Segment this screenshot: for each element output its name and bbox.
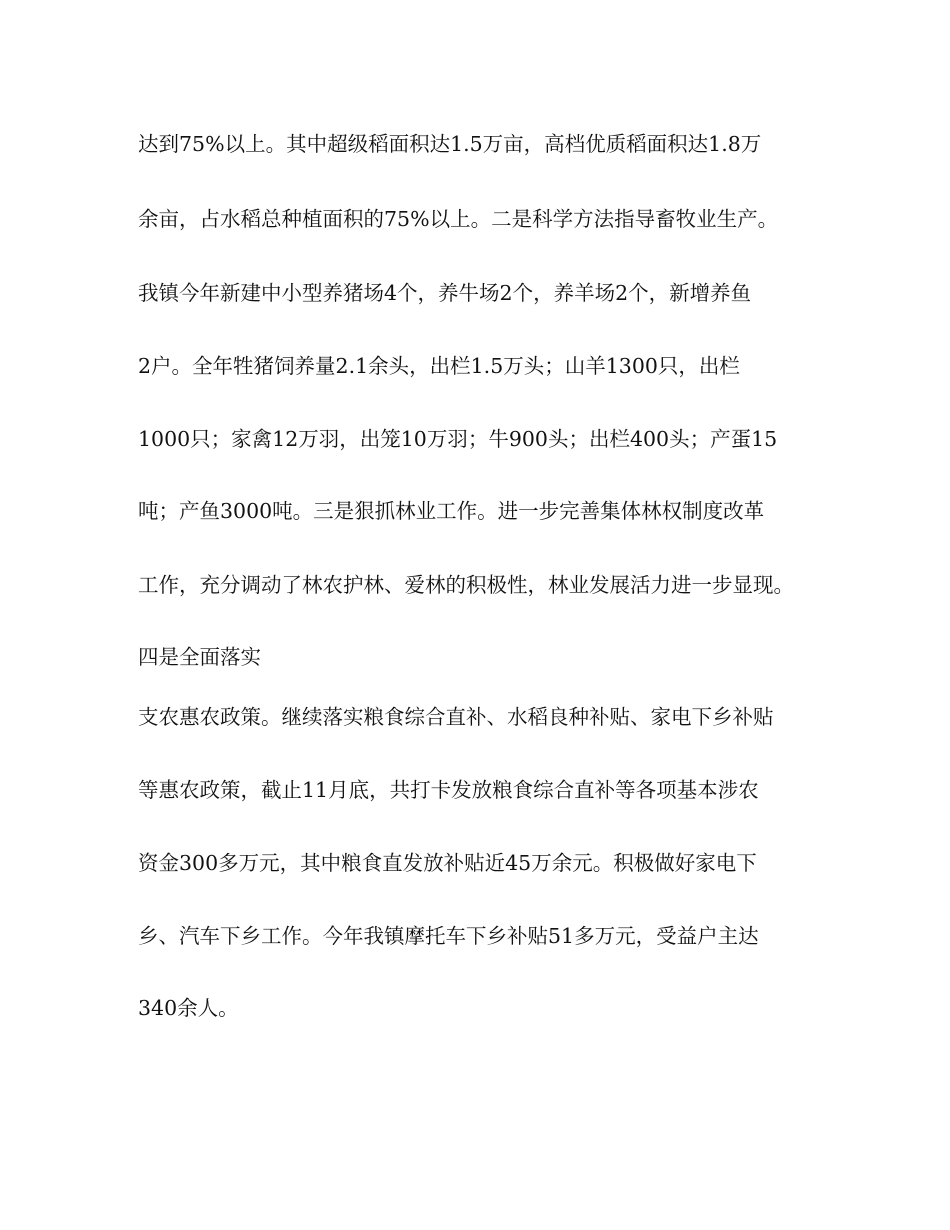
text-line: 等惠农政策，截止11月底，共打卡发放粮食综合直补等各项基本涉农 [138, 778, 759, 802]
text-line: 资金300多万元，其中粮食直发放补贴近45万余元。积极做好家电下 [138, 851, 757, 875]
text-line: 四是全面落实 [138, 645, 261, 669]
text-line: 达到75%以上。其中超级稻面积达1.5万亩，高档优质稻面积达1.8万 [138, 132, 762, 156]
text-line: 我镇今年新建中小型养猪场4个，养牛场2个，养羊场2个，新增养鱼 [138, 281, 752, 305]
text-line: 余亩，占水稻总种植面积的75%以上。二是科学方法指导畜牧业生产。 [138, 207, 779, 231]
text-line: 340余人。 [138, 996, 239, 1020]
text-line: 工作，充分调动了林农护林、爱林的积极性，林业发展活力进一步显现。 [138, 573, 794, 597]
text-line: 2户。全年牲猪饲养量2.1余头，出栏1.5万头；山羊1300只，出栏 [138, 354, 740, 378]
text-line: 乡、汽车下乡工作。今年我镇摩托车下乡补贴51多万元，受益户主达 [138, 924, 759, 948]
text-line: 支农惠农政策。继续落实粮食综合直补、水稻良种补贴、家电下乡补贴 [138, 705, 774, 729]
text-line: 吨；产鱼3000吨。三是狠抓林业工作。进一步完善集体林权制度改革 [138, 499, 765, 523]
text-line: 1000只；家禽12万羽，出笼10万羽；牛900头；出栏400头；产蛋15 [138, 427, 778, 451]
